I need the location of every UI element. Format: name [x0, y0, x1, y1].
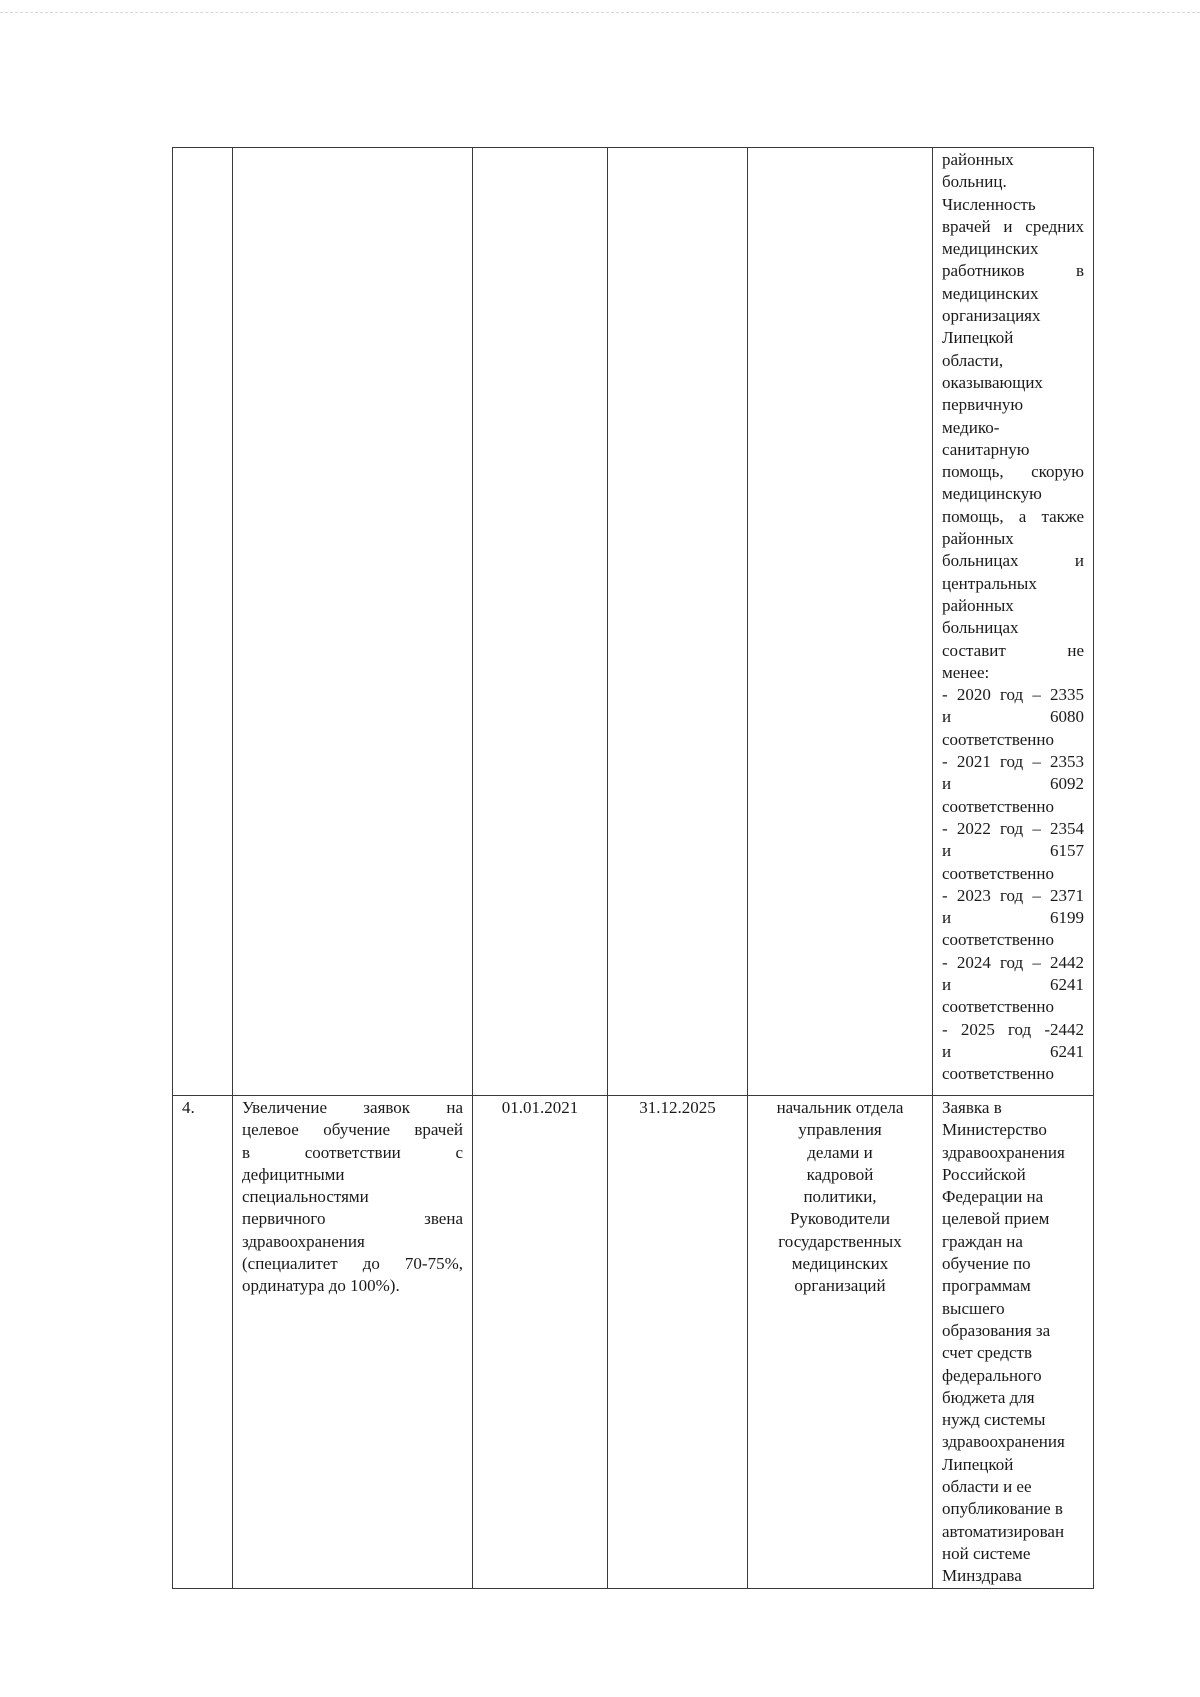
text-line: (специалитет до 70-75%, [242, 1254, 463, 1274]
text-line: и 6199 [942, 908, 1084, 928]
text-line: медико- [942, 417, 1000, 437]
text-line: медицинских [942, 239, 1039, 259]
cell-name-empty [233, 148, 473, 1096]
text-line: федерального [942, 1365, 1042, 1385]
text-line: организациях [942, 306, 1041, 326]
text-line: Руководители [789, 1209, 891, 1229]
text-line: Федерации на [942, 1187, 1044, 1207]
start-date: 01.01.2021 [501, 1098, 579, 1117]
text-line: помощь, а также [942, 506, 1084, 526]
cell-start-empty [473, 148, 608, 1096]
text-line: Липецкой [942, 1454, 1014, 1474]
cell-start-date [473, 1096, 608, 1589]
text-line: первичную [942, 395, 1024, 415]
text-line: соответственно [942, 796, 1055, 816]
text-line: и 6241 [942, 1041, 1084, 1061]
text-line: оказывающих [942, 372, 1043, 392]
text-line: области и ее [942, 1477, 1032, 1497]
text-line: районных [942, 529, 1014, 549]
text-line: составит не [942, 640, 1084, 660]
text-line: помощь, скорую [942, 462, 1084, 482]
text-line: счет средств [942, 1343, 1032, 1363]
end-date: 31.12.2025 [639, 1098, 716, 1117]
text-line: - 2022 год – 2354 [942, 818, 1084, 838]
text-line: соответственно [942, 729, 1055, 749]
result-lines-continued [942, 149, 1084, 1085]
text-line: работников в [942, 261, 1084, 281]
cell-result [933, 1096, 1094, 1589]
text-line: начальник отдела [776, 1098, 904, 1117]
name-lines [242, 1097, 463, 1298]
text-line: первичного звена [242, 1209, 463, 1229]
text-line: ординатура до 100%). [242, 1276, 400, 1296]
text-line: в соответствии с [242, 1142, 463, 1162]
row-number: 4. [182, 1098, 195, 1117]
cell-name [233, 1096, 473, 1589]
text-line: организаций [794, 1276, 886, 1296]
text-line: больницах и [942, 551, 1084, 571]
result-lines [942, 1097, 1084, 1588]
text-line: программам [942, 1276, 1031, 1296]
text-line: - 2024 год – 2442 [942, 952, 1084, 972]
cell-responsible-empty [748, 148, 933, 1096]
cell-end-empty [608, 148, 748, 1096]
table-row-continued [173, 148, 1094, 1096]
text-line: государственных [778, 1231, 902, 1251]
text-line: центральных [942, 573, 1037, 593]
text-line: и 6157 [942, 841, 1084, 861]
text-line: нужд системы [942, 1410, 1046, 1430]
text-line: здравоохранения [942, 1142, 1065, 1162]
text-line: больниц. [942, 172, 1007, 192]
cell-end-date [608, 1096, 748, 1589]
text-line: образования за [942, 1320, 1051, 1340]
text-line: автоматизирован [942, 1521, 1065, 1541]
text-line: - 2021 год – 2353 [942, 752, 1084, 772]
text-line: делами и [807, 1142, 873, 1162]
text-line: и 6241 [942, 974, 1084, 994]
text-line: здравоохранения [942, 1432, 1065, 1452]
text-line: Российской [942, 1164, 1026, 1184]
text-line: больницах [942, 618, 1019, 638]
text-line: и 6080 [942, 707, 1084, 727]
text-line: Минздрава [942, 1566, 1022, 1586]
text-line: ной системе [942, 1543, 1031, 1563]
text-line: кадровой [806, 1164, 874, 1184]
text-line: высшего [942, 1298, 1005, 1318]
text-line: дефицитными [242, 1164, 345, 1184]
text-line: врачей и средних [942, 216, 1084, 236]
text-line: соответственно [942, 930, 1055, 950]
text-line: районных [942, 150, 1014, 169]
text-line: Численность [942, 194, 1036, 214]
text-line: соответственно [942, 997, 1055, 1017]
text-line: граждан на [942, 1231, 1023, 1251]
text-line: специальностями [242, 1187, 369, 1207]
text-line: менее: [942, 662, 990, 682]
responsible-lines [757, 1097, 923, 1298]
text-line: Министерство [942, 1120, 1047, 1140]
cell-number [173, 1096, 233, 1589]
text-line: опубликование в [942, 1499, 1063, 1519]
text-line: области, [942, 350, 1004, 370]
text-line: соответственно [942, 863, 1055, 883]
text-line: - 2023 год – 2371 [942, 885, 1084, 905]
text-line: Липецкой [942, 328, 1014, 348]
text-line: целевое обучение врачей [242, 1120, 463, 1140]
text-line: Заявка в [942, 1098, 1002, 1117]
text-line: медицинскую [942, 484, 1042, 504]
cell-result-continued [933, 148, 1094, 1096]
text-line: целевой прием [942, 1209, 1050, 1229]
text-line: Увеличение заявок на [242, 1098, 463, 1117]
plan-table [172, 147, 1094, 1589]
text-line: политики, [803, 1187, 877, 1207]
scan-edge-line [0, 12, 1200, 13]
text-line: санитарную [942, 439, 1030, 459]
text-line: бюджета для [942, 1387, 1035, 1407]
text-line: медицинских [791, 1254, 889, 1274]
text-line: обучение по [942, 1254, 1031, 1274]
text-line: - 2025 год -2442 [942, 1019, 1084, 1039]
text-line: и 6092 [942, 774, 1084, 794]
text-line: - 2020 год – 2335 [942, 685, 1084, 705]
text-line: медицинских [942, 283, 1039, 303]
text-line: районных [942, 595, 1014, 615]
text-line: соответственно [942, 1064, 1055, 1084]
cell-responsible [748, 1096, 933, 1589]
table-row-4 [173, 1096, 1094, 1589]
text-line: управления [798, 1120, 882, 1140]
text-line: здравоохранения [242, 1231, 365, 1251]
cell-number-empty [173, 148, 233, 1096]
